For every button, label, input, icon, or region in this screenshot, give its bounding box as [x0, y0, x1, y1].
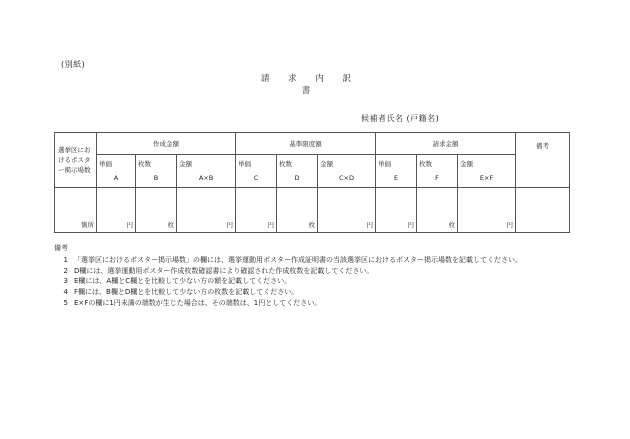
note-number: 3	[63, 277, 68, 286]
note-number: 4	[63, 288, 68, 297]
unit-label: 枚	[308, 221, 315, 229]
subheader-letter: C×D	[339, 174, 355, 182]
subheader-cell	[177, 155, 236, 188]
subheader-cell	[97, 155, 136, 188]
candidate-name-label: 候補者氏名 (戸籍名)	[361, 114, 440, 123]
subheader-cell	[318, 155, 376, 188]
subheader-label: 枚数	[279, 160, 292, 168]
note-item	[54, 298, 584, 309]
value-cell[interactable]	[318, 188, 376, 233]
subheader-letter: B	[153, 174, 159, 182]
note-number: 5	[63, 298, 68, 307]
remarks-cell[interactable]	[516, 188, 570, 233]
unit-label: 円	[226, 221, 233, 229]
value-cell[interactable]	[376, 188, 417, 233]
notes-list	[54, 255, 584, 309]
value-cell[interactable]	[97, 188, 136, 233]
subheader-cell	[417, 155, 458, 188]
group-header-claim: 請求金額	[376, 133, 516, 155]
district-posters-header	[55, 133, 97, 188]
note-number: 1	[63, 255, 68, 264]
subheader-cell	[236, 155, 277, 188]
note-number: 2	[63, 266, 68, 275]
district-count-cell[interactable]	[55, 188, 97, 233]
subheader-letter: A	[113, 174, 119, 182]
subheader-label: 単価	[378, 160, 392, 168]
subheader-letter: A×B	[198, 174, 214, 182]
value-cell[interactable]	[177, 188, 236, 233]
district-unit: 箇所	[81, 221, 94, 229]
subheader-letter: E	[393, 174, 399, 182]
subheader-label: 金額	[179, 160, 192, 168]
breakdown-table	[54, 132, 569, 232]
note-text: 「選挙区におけるポスター掲示場数」の欄には、選挙運動用ポスター作成証明書の当該選挙区におけるポスター掲示場数を記載してください。	[74, 255, 522, 264]
note-item	[54, 276, 584, 287]
note-item	[54, 266, 584, 277]
subheader-cell	[458, 155, 516, 188]
subheader-label: 枚数	[138, 160, 151, 168]
district-posters-header-text: 選挙区にお けるポスタ ー掲示場数	[58, 146, 91, 174]
subheader-letter: F	[435, 174, 439, 182]
subheader-label: 枚数	[419, 160, 433, 168]
subheader-label: 金額	[460, 160, 474, 168]
subheader-letter: C	[253, 174, 259, 182]
note-text: E欄には、A欄とC欄とを比較して少ない方の額を記載してください。	[74, 277, 292, 286]
unit-label: 枚	[167, 221, 174, 229]
note-item	[54, 255, 584, 266]
notes-section	[54, 243, 584, 309]
unit-label: 円	[267, 221, 274, 229]
notes-title: 備考	[54, 244, 68, 252]
unit-label: 円	[126, 221, 133, 229]
subheader-letter: E×F	[479, 174, 494, 182]
subheader-label: 単価	[99, 160, 112, 168]
subheader-label: 金額	[320, 160, 333, 168]
subheader-label: 単価	[238, 160, 251, 168]
subheader-cell	[277, 155, 318, 188]
value-cell[interactable]	[417, 188, 458, 233]
note-text: E×Fの欄に1円未満の端数が生じた場合は、その端数は、1円としてください。	[74, 298, 322, 307]
note-text: D欄には、選挙運動用ポスター作成枚数確認書により確認された作成枚数を記載してください。	[74, 266, 374, 275]
group-header-limit: 基準限度額	[236, 133, 376, 155]
value-cell[interactable]	[136, 188, 177, 233]
remarks-header: 備考	[516, 133, 570, 188]
annex-label: (別紙)	[61, 60, 86, 69]
unit-label: 円	[407, 221, 415, 229]
group-header-production: 作成金額	[97, 133, 236, 155]
document-title: 請 求 内 訳 書	[260, 74, 360, 96]
note-item	[54, 287, 584, 298]
subheader-cell	[376, 155, 417, 188]
unit-label: 円	[506, 221, 514, 229]
note-text: F欄には、B欄とD欄とを比較して少ない方の枚数を記載してください。	[74, 288, 299, 297]
unit-label: 円	[366, 221, 374, 229]
value-cell[interactable]	[458, 188, 516, 233]
subheader-letter: D	[294, 174, 300, 182]
value-cell[interactable]	[236, 188, 277, 233]
subheader-cell	[136, 155, 177, 188]
unit-label: 枚	[448, 221, 456, 229]
value-cell[interactable]	[277, 188, 318, 233]
